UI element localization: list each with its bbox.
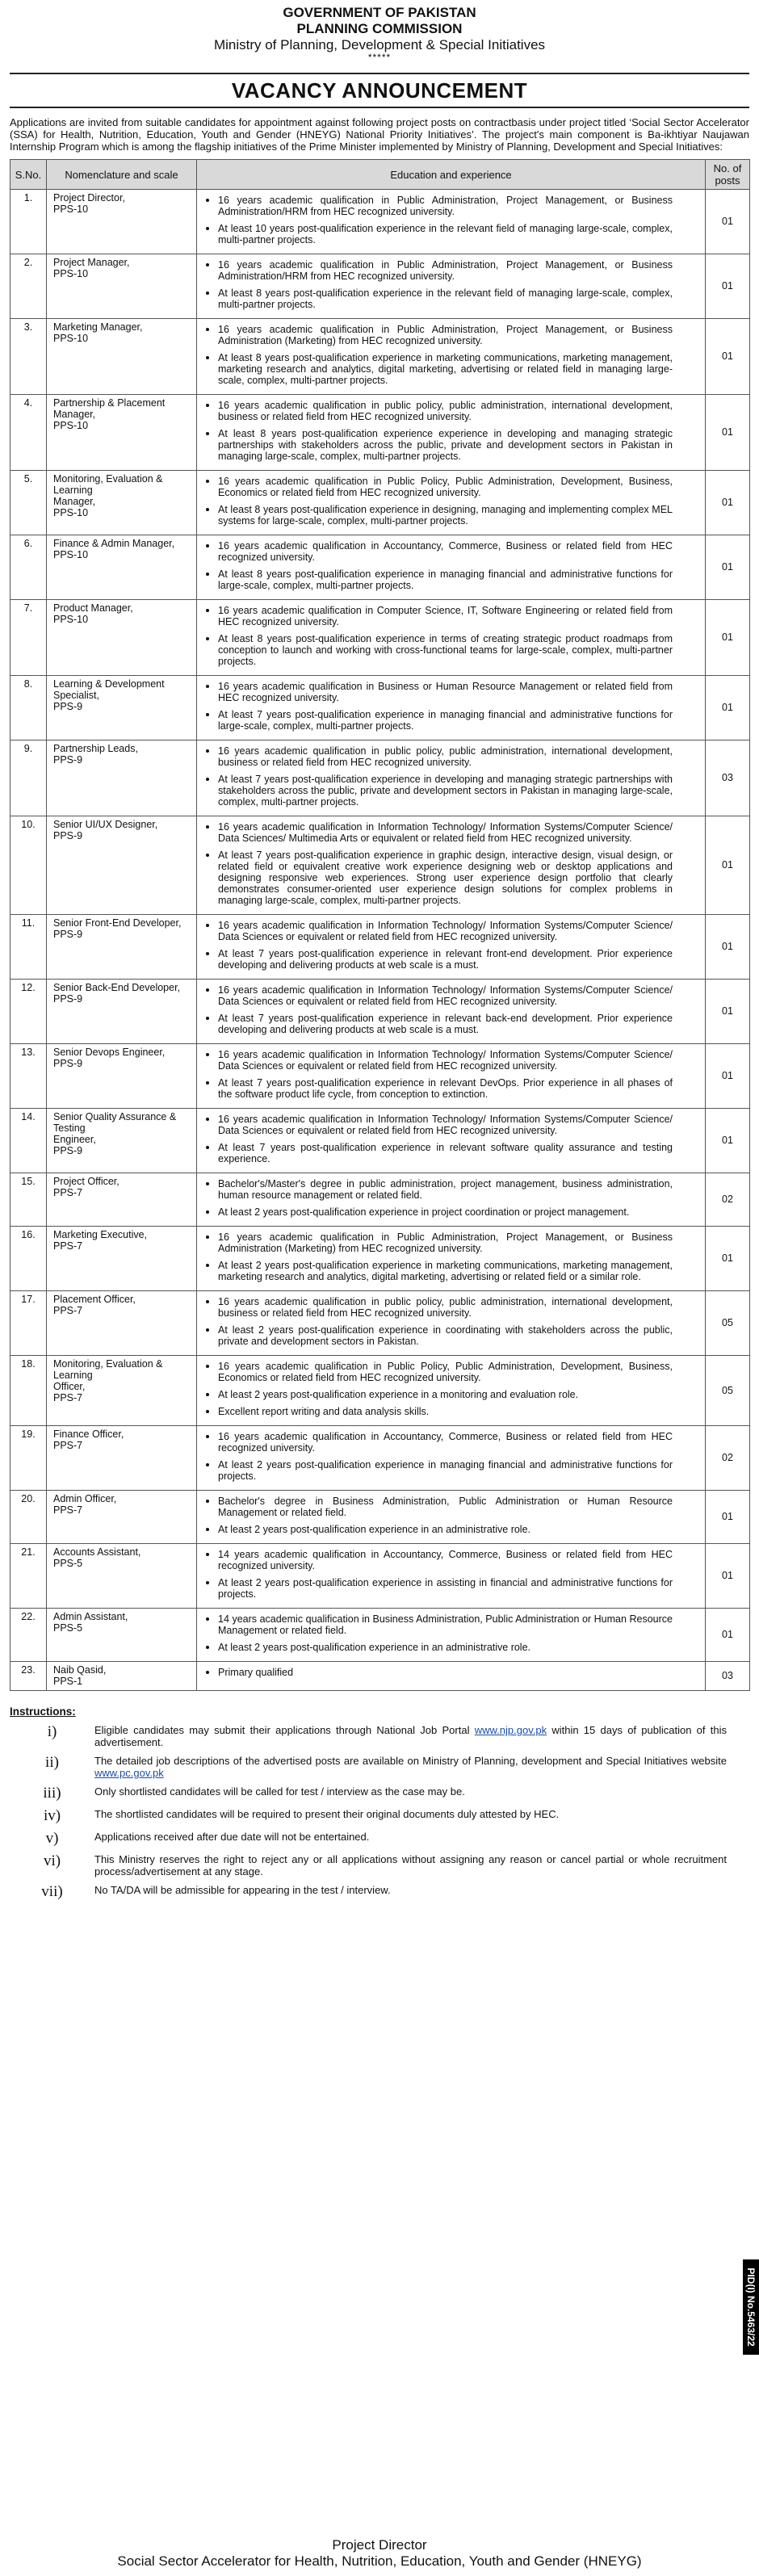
requirements-list	[200, 1666, 673, 1678]
instruction-item	[10, 1831, 727, 1847]
row-posts: 03	[706, 740, 750, 816]
requirement-item: • At least 2 years post-qualification experience in managing financial and administrative functions for projects.	[218, 1458, 673, 1482]
row-posts: 01	[706, 254, 750, 319]
requirements-list	[200, 1360, 673, 1417]
row-education	[197, 980, 706, 1044]
requirements-list	[200, 258, 673, 310]
row-education	[197, 1491, 706, 1544]
requirements-list	[200, 1430, 673, 1482]
row-post: Marketing Manager, PPS-10	[47, 319, 197, 395]
row-education	[197, 1044, 706, 1109]
instruction-number: i)	[47, 1723, 57, 1740]
row-education	[197, 1291, 706, 1356]
requirement-item: • 16 years academic qualification in Business or Human Resource Management or related field from HEC recognized university.	[218, 680, 673, 703]
requirement-item: • At least 2 years post-qualification experience in an administrative role.	[218, 1523, 673, 1535]
requirement-item: • Bachelor's degree in Business Administration, Public Administration or Human Resource Management or related field.	[218, 1495, 673, 1518]
instruction-item	[10, 1853, 727, 1877]
footer	[0, 2537, 759, 2570]
row-post: Senior Back-End Developer, PPS-9	[47, 980, 197, 1044]
requirement-item: • 16 years academic qualification in Public Administration, Project Management, or Business Administration (Marketing) from HEC recognized university.	[218, 323, 673, 346]
requirements-list	[200, 604, 673, 667]
table-row	[10, 395, 750, 471]
requirement-item: • At least 2 years post-qualification experience in coordinating with stakeholders across the public, private and development sectors in Pakistan.	[218, 1324, 673, 1347]
requirement-item: • At least 8 years post-qualification experience in designing, managing and implementing complex MEL systems for large-scale, complex, multi-partner projects.	[218, 503, 673, 527]
instruction-item	[10, 1755, 727, 1779]
requirement-item: • 16 years academic qualification in Information Technology/ Information Systems/Computer Science/ Data Sciences or equivalent or related field from HEC recognized university.	[218, 1113, 673, 1136]
requirements-list	[200, 745, 673, 808]
pid-number: PID(I) No.5463/22	[745, 2268, 757, 2347]
row-sno: 16.	[10, 1227, 47, 1291]
row-education	[197, 1227, 706, 1291]
row-education	[197, 319, 706, 395]
table-row	[10, 816, 750, 915]
row-sno: 8.	[10, 676, 47, 740]
signatory-organization: Social Sector Accelerator for Health, Nutrition, Education, Youth and Gender (HNEYG)	[117, 2553, 642, 2569]
instruction-number: vii)	[41, 1883, 63, 1900]
row-post: Project Officer, PPS-7	[47, 1173, 197, 1227]
row-sno: 5.	[10, 471, 47, 535]
table-row	[10, 740, 750, 816]
instruction-text-body: The detailed job descriptions of the advertised posts are available on Ministry of Planning, development and Special Initiatives website	[94, 1755, 727, 1767]
requirement-item: • At least 8 years post-qualification experience in the relevant field of managing large-scale, complex, multi-partner projects.	[218, 287, 673, 310]
row-posts: 01	[706, 395, 750, 471]
header-posts: No. of posts	[706, 160, 750, 190]
requirement-item: • At least 7 years post-qualification experience in developing and managing strategic partnerships with stakeholders across the public, private and development sectors in Pakistan in managing large-scale, complex, multi-partner projects.	[218, 773, 673, 808]
requirement-item: • 16 years academic qualification in Information Technology/ Information Systems/Computer Science/ Data Sciences or equivalent or related field from HEC recognized university.	[218, 919, 673, 942]
requirement-item: • 16 years academic qualification in Computer Science, IT, Software Engineering or related field from HEC recognized university.	[218, 604, 673, 627]
instruction-item	[10, 1884, 727, 1900]
requirement-item: • At least 8 years post-qualification experience in terms of creating strategic product roadmaps from conception to launch and working with cross-functional teams for large-scale, complex, multi-partner projects.	[218, 632, 673, 667]
row-sno: 10.	[10, 816, 47, 915]
requirement-item: • 16 years academic qualification in Public Policy, Public Administration, Development, Business, Economics or related field from HEC recognized university.	[218, 1360, 673, 1383]
government-title: GOVERNMENT OF PAKISTAN	[283, 5, 476, 20]
row-posts: 01	[706, 471, 750, 535]
website-link[interactable]: www.pc.gov.pk	[94, 1767, 164, 1779]
row-education	[197, 1109, 706, 1173]
row-posts: 01	[706, 1491, 750, 1544]
requirements-list	[200, 1295, 673, 1347]
vacancy-table	[10, 159, 750, 1691]
row-education	[197, 254, 706, 319]
requirement-item: • At least 2 years post-qualification experience in marketing communications, marketing management, marketing research and analytics, digital marketing, advertising or related field or a similar role.	[218, 1259, 673, 1282]
requirement-item: • At least 2 years post-qualification experience in assisting in financial and administrative functions for projects.	[218, 1576, 673, 1600]
instruction-item	[10, 1785, 727, 1802]
instruction-text-body: No TA/DA will be admissible for appearing in the test / interview.	[94, 1884, 391, 1896]
row-post: Senior Quality Assurance & Testing Engineer, PPS-9	[47, 1109, 197, 1173]
row-education	[197, 915, 706, 980]
row-posts: 01	[706, 190, 750, 254]
requirement-item: • 14 years academic qualification in Business Administration, Public Administration or Human Resource Management or related field.	[218, 1613, 673, 1636]
instruction-text	[94, 1808, 727, 1820]
row-education	[197, 190, 706, 254]
instructions-list	[10, 1724, 727, 1900]
row-education	[197, 1426, 706, 1491]
row-education	[197, 1662, 706, 1691]
row-posts: 01	[706, 1044, 750, 1109]
row-education	[197, 1544, 706, 1609]
row-posts: 03	[706, 1662, 750, 1691]
requirements-list	[200, 1113, 673, 1164]
vacancy-table-body	[10, 190, 750, 1691]
row-posts: 01	[706, 1544, 750, 1609]
requirements-list	[200, 399, 673, 462]
instruction-text	[94, 1724, 727, 1748]
row-sno: 19.	[10, 1426, 47, 1491]
page-title: VACANCY ANNOUNCEMENT	[10, 73, 749, 108]
row-post: Senior Front-End Developer, PPS-9	[47, 915, 197, 980]
row-post: Senior UI/UX Designer, PPS-9	[47, 816, 197, 915]
requirement-item: • At least 8 years post-qualification experience experience in developing and managing strategic partnerships with stakeholders across the public, private and development sectors in Pakistan in managing large-scale, complex, multi-partner projects.	[218, 427, 673, 462]
requirement-item: • 16 years academic qualification in Information Technology/ Information Systems/Computer Science/ Data Sciences or equivalent or related field from HEC recognized university.	[218, 984, 673, 1007]
row-education	[197, 600, 706, 676]
row-posts: 01	[706, 676, 750, 740]
requirement-item: • At least 7 years post-qualification experience in managing financial and administrative functions for large-scale, complex, multi-partner projects.	[218, 708, 673, 732]
table-row	[10, 1609, 750, 1662]
requirement-item: • 14 years academic qualification in Accountancy, Commerce, Business or related field from HEC recognized university.	[218, 1548, 673, 1571]
requirements-list	[200, 820, 673, 906]
row-posts: 01	[706, 1109, 750, 1173]
requirement-item: • At least 2 years post-qualification experience in project coordination or project management.	[218, 1206, 673, 1218]
requirement-item: • At least 8 years post-qualification experience in managing financial and administrative functions for large-scale, complex, multi-partner projects.	[218, 568, 673, 591]
row-post: Senior Devops Engineer, PPS-9	[47, 1044, 197, 1109]
row-posts: 01	[706, 1227, 750, 1291]
requirement-item: • At least 7 years post-qualification experience in relevant back-end development. Prior experience developing and delivering products at web scale is a must.	[218, 1012, 673, 1035]
row-posts: 05	[706, 1356, 750, 1426]
instruction-text	[94, 1853, 727, 1877]
table-row	[10, 676, 750, 740]
row-sno: 23.	[10, 1662, 47, 1691]
requirement-item: • At least 10 years post-qualification experience in the relevant field of managing large-scale, complex, multi-partner projects.	[218, 222, 673, 245]
instruction-text	[94, 1831, 727, 1843]
row-posts: 02	[706, 1173, 750, 1227]
table-row	[10, 535, 750, 600]
instruction-text	[94, 1785, 727, 1798]
row-post: Admin Assistant, PPS-5	[47, 1609, 197, 1662]
instruction-number: iv)	[43, 1807, 61, 1824]
requirements-list	[200, 1495, 673, 1535]
row-posts: 01	[706, 915, 750, 980]
row-post: Marketing Executive, PPS-7	[47, 1227, 197, 1291]
row-sno: 2.	[10, 254, 47, 319]
row-post: Partnership Leads, PPS-9	[47, 740, 197, 816]
row-post: Admin Officer, PPS-7	[47, 1491, 197, 1544]
row-posts: 01	[706, 816, 750, 915]
instruction-text-body: Applications received after due date will not be entertained.	[94, 1831, 370, 1843]
instruction-text	[94, 1884, 727, 1896]
row-sno: 11.	[10, 915, 47, 980]
instruction-item	[10, 1724, 727, 1748]
table-row	[10, 1227, 750, 1291]
requirements-list	[200, 919, 673, 971]
row-post: Finance Officer, PPS-7	[47, 1426, 197, 1491]
requirement-item: • At least 8 years post-qualification experience in marketing communications, marketing management, marketing research and analytics, digital marketing, advertising or related field in managing large-scale, complex, multi-partner projects.	[218, 351, 673, 386]
row-education	[197, 395, 706, 471]
requirement-item: • At least 7 years post-qualification experience in relevant front-end development. Prior experience developing and delivering products at web scale is a must.	[218, 947, 673, 971]
row-sno: 12.	[10, 980, 47, 1044]
row-post: Placement Officer, PPS-7	[47, 1291, 197, 1356]
table-row	[10, 1662, 750, 1691]
row-posts: 01	[706, 980, 750, 1044]
requirement-item: • At least 2 years post-qualification experience in an administrative role.	[218, 1641, 673, 1653]
requirement-item: • 16 years academic qualification in Accountancy, Commerce, Business or related field from HEC recognized university.	[218, 539, 673, 563]
row-posts: 01	[706, 600, 750, 676]
table-row	[10, 190, 750, 254]
row-education	[197, 676, 706, 740]
header-post: Nomenclature and scale	[47, 160, 197, 190]
row-education	[197, 1173, 706, 1227]
row-post: Naib Qasid, PPS-1	[47, 1662, 197, 1691]
requirement-item: • Bachelor's/Master's degree in public administration, project management, business administration, human resource management or related field.	[218, 1177, 673, 1201]
row-sno: 1.	[10, 190, 47, 254]
instruction-number: vi)	[43, 1852, 61, 1869]
row-sno: 17.	[10, 1291, 47, 1356]
requirements-list	[200, 680, 673, 732]
row-sno: 20.	[10, 1491, 47, 1544]
row-post: Product Manager, PPS-10	[47, 600, 197, 676]
table-row	[10, 1544, 750, 1609]
instruction-text	[94, 1755, 727, 1779]
requirements-list	[200, 1231, 673, 1282]
requirement-item: • Primary qualified	[218, 1666, 673, 1678]
row-posts: 01	[706, 319, 750, 395]
row-post: Project Manager, PPS-10	[47, 254, 197, 319]
row-education	[197, 471, 706, 535]
instruction-text-body: Eligible candidates may submit their applications through National Job Portal	[94, 1724, 475, 1736]
intro-paragraph: Applications are invited from suitable candidates for appointment against following project posts on contractbasis under project titled ‘Social Sector Accelerator (SSA) for Health, Nutrition, Education, Youth and Gender (HNEYG) National Priority Initiatives’. The project's main component is Ba-ikhtiyar Naujawan Internship Program which is among the flagship initiatives of the Prime Minister implemented by Ministry of Planning, Development and Special Initiatives:	[10, 116, 749, 153]
row-posts: 05	[706, 1291, 750, 1356]
row-sno: 3.	[10, 319, 47, 395]
requirements-list	[200, 539, 673, 591]
requirement-item: • 16 years academic qualification in Public Administration, Project Management, or Business Administration (Marketing) from HEC recognized university.	[218, 1231, 673, 1254]
requirements-list	[200, 1613, 673, 1653]
requirements-list	[200, 323, 673, 386]
pid-tag	[743, 2259, 759, 2355]
table-row	[10, 1109, 750, 1173]
row-sno: 7.	[10, 600, 47, 676]
requirements-list	[200, 194, 673, 245]
table-row	[10, 1356, 750, 1426]
instruction-text-body: This Ministry reserves the right to reject any or all applications without assigning any reason or cancel partial or whole recruitment process/advertisement at any stage.	[94, 1853, 727, 1877]
row-sno: 22.	[10, 1609, 47, 1662]
row-posts: 01	[706, 535, 750, 600]
row-posts: 02	[706, 1426, 750, 1491]
row-post: Accounts Assistant, PPS-5	[47, 1544, 197, 1609]
requirements-list	[200, 1177, 673, 1218]
stars-divider: *****	[367, 52, 392, 63]
row-post: Project Director, PPS-10	[47, 190, 197, 254]
requirement-item: • 16 years academic qualification in public policy, public administration, international development, business or related field from HEC recognized university.	[218, 1295, 673, 1319]
table-row	[10, 1291, 750, 1356]
table-row	[10, 1491, 750, 1544]
row-sno: 9.	[10, 740, 47, 816]
row-post: Finance & Admin Manager, PPS-10	[47, 535, 197, 600]
row-sno: 4.	[10, 395, 47, 471]
requirement-item: • 16 years academic qualification in Public Administration, Project Management, or Business Administration/HRM from HEC recognized university.	[218, 194, 673, 217]
requirement-item: • 16 years academic qualification in public policy, public administration, international development, business or related field from HEC recognized university.	[218, 399, 673, 422]
requirement-item: • 16 years academic qualification in Public Administration, Project Management, or Business Administration/HRM from HEC recognized university.	[218, 258, 673, 282]
row-education	[197, 816, 706, 915]
row-posts: 01	[706, 1609, 750, 1662]
row-sno: 6.	[10, 535, 47, 600]
table-row	[10, 254, 750, 319]
row-post: Monitoring, Evaluation & Learning Officer, PPS-7	[47, 1356, 197, 1426]
requirements-list	[200, 475, 673, 527]
commission-title: PLANNING COMMISSION	[296, 21, 463, 36]
row-sno: 18.	[10, 1356, 47, 1426]
table-row	[10, 980, 750, 1044]
table-row	[10, 471, 750, 535]
row-education	[197, 1609, 706, 1662]
table-row	[10, 600, 750, 676]
instruction-number: ii)	[45, 1754, 59, 1771]
requirements-list	[200, 1048, 673, 1100]
instruction-item	[10, 1808, 727, 1824]
table-row	[10, 319, 750, 395]
row-sno: 15.	[10, 1173, 47, 1227]
header-sno: S.No.	[10, 160, 47, 190]
requirement-item: • 16 years academic qualification in public policy, public administration, international development, business or related field from HEC recognized university.	[218, 745, 673, 768]
requirement-item: • At least 7 years post-qualification experience in relevant software quality assurance and testing experience.	[218, 1141, 673, 1164]
row-sno: 14.	[10, 1109, 47, 1173]
row-post: Monitoring, Evaluation & Learning Manager, PPS-10	[47, 471, 197, 535]
row-sno: 21.	[10, 1544, 47, 1609]
instructions-heading: Instructions:	[10, 1705, 76, 1718]
ministry-title: Ministry of Planning, Development & Special Initiatives	[213, 37, 546, 52]
row-education	[197, 1356, 706, 1426]
table-header-row	[10, 160, 750, 190]
requirement-item: • At least 7 years post-qualification experience in graphic design, interactive design, visual design, or related field or equivalent creative work experience designing web or desktop applications and designing responsive web experiences. Strong user experience design portfolio that clearly demonstrates consumer-oriented user experience design solutions for complex problems in managing large-scale, complex, multi-partner projects.	[218, 849, 673, 906]
instruction-number: iii)	[43, 1785, 61, 1802]
row-post: Learning & Development Specialist, PPS-9	[47, 676, 197, 740]
header	[0, 0, 759, 61]
row-sno: 13.	[10, 1044, 47, 1109]
requirement-item: • At least 7 years post-qualification experience in relevant DevOps. Prior experience in all phases of the software product life cycle, from conception to extinction.	[218, 1076, 673, 1100]
row-education	[197, 740, 706, 816]
requirement-item: • 16 years academic qualification in Information Technology/ Information Systems/Computer Science/ Data Sciences/ Multimedia Arts or equivalent or related field from HEC recognized university.	[218, 820, 673, 844]
table-row	[10, 1173, 750, 1227]
row-education	[197, 535, 706, 600]
requirement-item: • 16 years academic qualification in Public Policy, Public Administration, Development, Business, Economics or related field from HEC recognized university.	[218, 475, 673, 498]
requirement-item: • 16 years academic qualification in Information Technology/ Information Systems/Computer Science/ Data Sciences or equivalent or related field from HEC recognized university.	[218, 1048, 673, 1072]
requirement-item: • At least 2 years post-qualification experience in a monitoring and evaluation role.	[218, 1388, 673, 1400]
header-education: Education and experience	[197, 160, 706, 190]
requirement-item: • Excellent report writing and data analysis skills.	[218, 1405, 673, 1417]
requirements-list	[200, 984, 673, 1035]
requirements-list	[200, 1548, 673, 1600]
instruction-text-tail: within 15 days of publication of this advertisement.	[94, 1724, 727, 1748]
table-row	[10, 1426, 750, 1491]
table-row	[10, 915, 750, 980]
instruction-text-body: Only shortlisted candidates will be called for test / interview as the case may be.	[94, 1785, 465, 1798]
row-post: Partnership & Placement Manager, PPS-10	[47, 395, 197, 471]
website-link[interactable]: www.njp.gov.pk	[474, 1724, 547, 1736]
instruction-text-body: The shortlisted candidates will be required to present their original documents duly attested by HEC.	[94, 1808, 560, 1820]
instruction-number: v)	[45, 1830, 59, 1847]
table-row	[10, 1044, 750, 1109]
requirement-item: • 16 years academic qualification in Accountancy, Commerce, Business or related field from HEC recognized university.	[218, 1430, 673, 1454]
signatory: Project Director	[332, 2537, 427, 2553]
